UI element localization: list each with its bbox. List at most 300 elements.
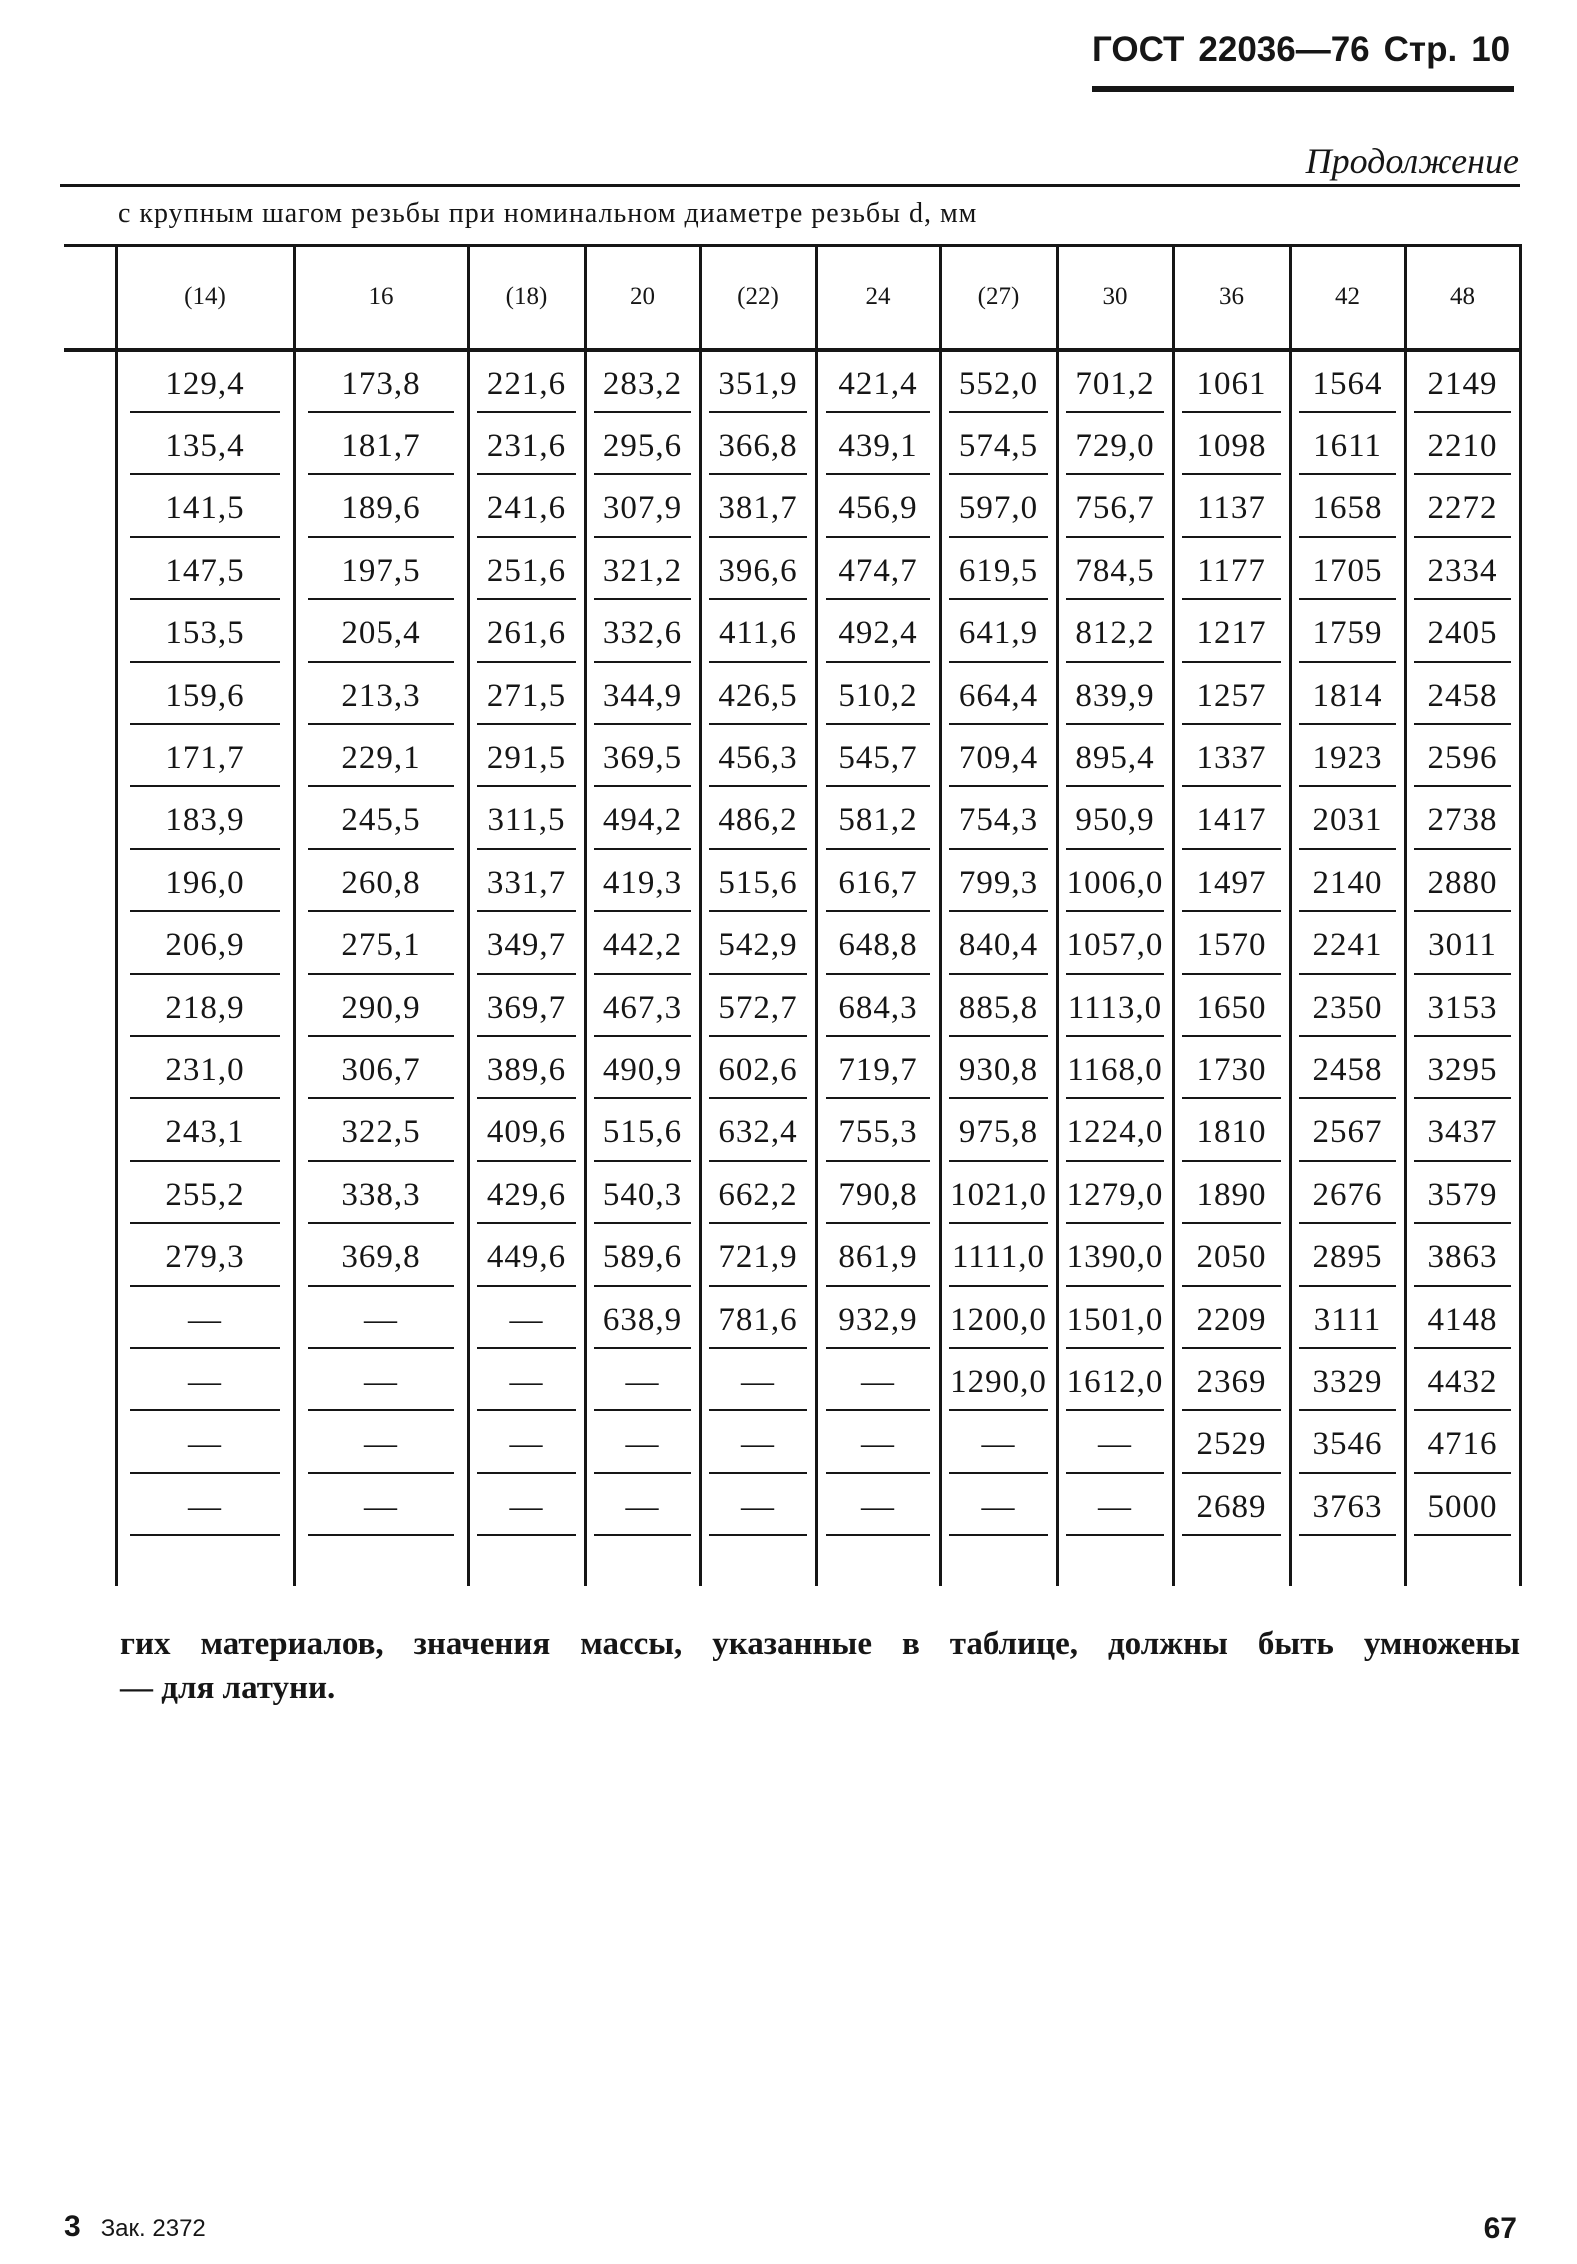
- table-cell: [1290, 727, 1405, 789]
- cell-underline: [1299, 411, 1396, 413]
- cell-value: 540,3: [602, 1176, 683, 1213]
- page-label: Стр.: [1383, 30, 1458, 69]
- table-cell: [1173, 1476, 1290, 1538]
- cell-underline: [1066, 1160, 1163, 1162]
- cell-underline: [477, 1347, 575, 1349]
- cell-underline: [1066, 411, 1163, 413]
- cell-underline: [1414, 1409, 1511, 1411]
- cell-value: 1200,0: [950, 1301, 1047, 1338]
- cell-underline: [826, 1160, 930, 1162]
- cell-value: 2031: [1312, 802, 1383, 839]
- table-cell: [294, 915, 468, 977]
- cell-value: —: [625, 1426, 660, 1463]
- cell-underline: [130, 973, 280, 975]
- cell-underline: [1414, 1534, 1511, 1536]
- cell-value: 664,4: [958, 677, 1039, 714]
- cell-value: 3579: [1427, 1176, 1498, 1213]
- cell-underline: [130, 1472, 280, 1474]
- cell-value: 426,5: [718, 677, 798, 714]
- cell-underline: [130, 1347, 280, 1349]
- table-cell: [468, 353, 585, 415]
- cell-value: —: [861, 1488, 895, 1525]
- table-cell: [1173, 790, 1290, 852]
- cell-value: 1006,0: [1066, 864, 1164, 901]
- cell-underline: [130, 1097, 280, 1099]
- cell-underline: [949, 723, 1047, 725]
- cell-value: 2209: [1196, 1301, 1267, 1338]
- cell-underline: [949, 848, 1047, 850]
- table-cell: [294, 540, 468, 602]
- table-cell: [700, 478, 816, 540]
- cell-value: 260,8: [341, 864, 421, 901]
- cell-underline: [949, 910, 1047, 912]
- cell-underline: [477, 848, 575, 850]
- cell-value: 381,7: [718, 490, 798, 527]
- cell-underline: [826, 910, 930, 912]
- cell-value: 147,5: [165, 552, 245, 589]
- table-cell: [816, 852, 940, 914]
- cell-underline: [1182, 1409, 1280, 1411]
- table-cell: [1405, 603, 1520, 665]
- cell-value: 589,6: [602, 1239, 683, 1276]
- table-cell: [468, 790, 585, 852]
- cell-underline: [826, 723, 930, 725]
- cell-underline: [477, 661, 575, 663]
- cell-value: —: [188, 1426, 222, 1463]
- cell-underline: [130, 473, 280, 475]
- cell-value: —: [509, 1488, 544, 1525]
- cell-underline: [477, 536, 575, 538]
- cell-underline: [477, 411, 575, 413]
- table-cell: [940, 727, 1057, 789]
- table-cell: [940, 540, 1057, 602]
- cell-value: 332,6: [602, 615, 683, 652]
- cell-value: 290,9: [341, 989, 421, 1026]
- cell-underline: [308, 598, 454, 600]
- cell-value: 1057,0: [1066, 927, 1164, 964]
- cell-value: 552,0: [958, 365, 1039, 402]
- cell-underline: [1066, 1285, 1163, 1287]
- cell-underline: [1182, 536, 1280, 538]
- cell-underline: [1299, 1035, 1396, 1037]
- cell-value: 1137: [1197, 490, 1266, 527]
- table-cell: [116, 1039, 294, 1101]
- column-header: (22): [737, 283, 779, 310]
- table-cell: [940, 1102, 1057, 1164]
- table-cell: [1405, 415, 1520, 477]
- cell-underline: [1182, 910, 1280, 912]
- cell-value: 3546: [1312, 1426, 1383, 1463]
- cell-underline: [594, 1347, 691, 1349]
- table-cell: [468, 540, 585, 602]
- table-cell: [1173, 1227, 1290, 1289]
- table-cell: [700, 603, 816, 665]
- table-cell: [294, 727, 468, 789]
- table-cell: [468, 478, 585, 540]
- table-cell: [1405, 1414, 1520, 1476]
- cell-value: 975,8: [958, 1114, 1039, 1151]
- table-cell: [1290, 665, 1405, 727]
- cell-underline: [1299, 536, 1396, 538]
- cell-underline: [308, 1409, 454, 1411]
- cell-underline: [826, 661, 930, 663]
- table-cell: [585, 1289, 700, 1351]
- page-footer-left: [64, 2210, 206, 2244]
- cell-underline: [949, 598, 1047, 600]
- cell-value: 2149: [1427, 365, 1498, 402]
- cell-underline: [826, 536, 930, 538]
- cell-value: 173,8: [341, 365, 421, 402]
- cell-underline: [477, 1285, 575, 1287]
- cell-value: 306,7: [341, 1051, 421, 1088]
- cell-value: 206,9: [165, 927, 245, 964]
- column-header: 16: [368, 283, 394, 310]
- cell-underline: [130, 723, 280, 725]
- table-cell: [1173, 603, 1290, 665]
- cell-underline: [1299, 598, 1396, 600]
- cell-value: 474,7: [838, 552, 918, 589]
- table-cell: [294, 852, 468, 914]
- table-cell: [116, 1476, 294, 1538]
- cell-underline: [826, 848, 930, 850]
- cell-value: 261,6: [486, 615, 567, 652]
- column-header: 20: [630, 283, 655, 310]
- table-cell: [1057, 478, 1173, 540]
- cell-value: 648,8: [838, 927, 918, 964]
- cell-underline: [709, 536, 806, 538]
- cell-value: 2458: [1312, 1051, 1383, 1088]
- table-cell: [700, 1414, 816, 1476]
- cell-underline: [1066, 661, 1163, 663]
- table-cell: [1057, 1351, 1173, 1413]
- cell-underline: [1066, 1347, 1163, 1349]
- table-cell: [1173, 977, 1290, 1039]
- table-top-rule: [60, 184, 1520, 187]
- cell-value: —: [741, 1426, 775, 1463]
- cell-value: 684,3: [838, 989, 918, 1026]
- cell-underline: [130, 536, 280, 538]
- cell-value: —: [861, 1426, 895, 1463]
- cell-value: 2895: [1312, 1239, 1383, 1276]
- table-cell: [468, 915, 585, 977]
- cell-underline: [130, 411, 280, 413]
- cell-underline: [1299, 1285, 1396, 1287]
- table-cell: [1057, 1289, 1173, 1351]
- cell-value: 950,9: [1075, 802, 1155, 839]
- table-cell: [1290, 1102, 1405, 1164]
- cell-value: 439,1: [838, 427, 918, 464]
- table-cell: [1173, 727, 1290, 789]
- table-cell: [1290, 353, 1405, 415]
- table-cell: [294, 1289, 468, 1351]
- cell-underline: [949, 785, 1047, 787]
- table-cell: [585, 1414, 700, 1476]
- cell-underline: [130, 598, 280, 600]
- table-cell: [116, 603, 294, 665]
- cell-value: 229,1: [341, 739, 421, 776]
- table-cell: [116, 790, 294, 852]
- cell-underline: [709, 785, 806, 787]
- cell-value: 311,5: [487, 802, 566, 839]
- table-cell: [1405, 852, 1520, 914]
- cell-value: 2567: [1312, 1114, 1383, 1151]
- table-cell: [585, 1102, 700, 1164]
- cell-underline: [1414, 1347, 1511, 1349]
- table-cell: [585, 603, 700, 665]
- table-cell: [1405, 1476, 1520, 1538]
- cell-underline: [1182, 1472, 1280, 1474]
- cell-underline: [1414, 723, 1511, 725]
- cell-value: 4716: [1427, 1426, 1498, 1463]
- cell-underline: [594, 723, 691, 725]
- cell-value: 1814: [1312, 677, 1383, 714]
- table-cell: [585, 478, 700, 540]
- table-cell: [816, 1227, 940, 1289]
- table-cell: [294, 790, 468, 852]
- cell-value: 1417: [1196, 802, 1267, 839]
- table-cell: [116, 1227, 294, 1289]
- cell-underline: [1182, 411, 1280, 413]
- cell-value: 1570: [1196, 927, 1267, 964]
- cell-underline: [1414, 1160, 1511, 1162]
- table-cell: [1173, 852, 1290, 914]
- cell-underline: [709, 411, 806, 413]
- cell-value: 510,2: [838, 677, 918, 714]
- table-cell: [816, 1102, 940, 1164]
- cell-underline: [1414, 910, 1511, 912]
- table-cell: [585, 353, 700, 415]
- table-cell: [1173, 1351, 1290, 1413]
- table-cell: [940, 1414, 1057, 1476]
- table-cell: [585, 727, 700, 789]
- cell-value: 2272: [1427, 490, 1498, 527]
- cell-value: 456,3: [718, 739, 798, 776]
- table-cell: [940, 665, 1057, 727]
- cell-underline: [308, 473, 454, 475]
- cell-underline: [594, 473, 691, 475]
- cell-value: 197,5: [341, 552, 421, 589]
- table-cell: [816, 415, 940, 477]
- table-cell: [294, 1227, 468, 1289]
- cell-value: 1497: [1196, 864, 1267, 901]
- cell-value: 932,9: [838, 1301, 918, 1338]
- column-header: 48: [1450, 283, 1475, 310]
- cell-underline: [308, 411, 454, 413]
- table-cell: [1057, 790, 1173, 852]
- table-cell: [816, 478, 940, 540]
- table-cell: [816, 603, 940, 665]
- table-cell: [1173, 540, 1290, 602]
- table-cell: [1057, 727, 1173, 789]
- table-cell: [294, 1039, 468, 1101]
- cell-value: 2140: [1312, 864, 1383, 901]
- cell-underline: [130, 1534, 280, 1536]
- cell-underline: [709, 1347, 806, 1349]
- cell-value: —: [364, 1488, 398, 1525]
- cell-value: 616,7: [838, 864, 918, 901]
- table-cell: [1405, 478, 1520, 540]
- cell-underline: [308, 1097, 454, 1099]
- table-cell: [116, 852, 294, 914]
- cell-value: 307,9: [602, 490, 683, 527]
- cell-underline: [594, 848, 691, 850]
- cell-underline: [477, 1160, 575, 1162]
- table-cell: [468, 603, 585, 665]
- table-cell: [1173, 1289, 1290, 1351]
- cell-underline: [594, 1222, 691, 1224]
- table-cell: [700, 977, 816, 1039]
- cell-underline: [1182, 1035, 1280, 1037]
- table-cell: [1405, 915, 1520, 977]
- table-cell: [468, 1164, 585, 1226]
- cell-underline: [594, 973, 691, 975]
- table-cell: [294, 415, 468, 477]
- cell-value: 351,9: [718, 365, 798, 402]
- cell-value: —: [981, 1488, 1016, 1525]
- table-cell: [294, 977, 468, 1039]
- table-cell: [1405, 977, 1520, 1039]
- table-cell: [585, 1351, 700, 1413]
- cell-underline: [949, 1409, 1047, 1411]
- table-cell: [700, 1102, 816, 1164]
- cell-underline: [1299, 973, 1396, 975]
- cell-value: 1501,0: [1066, 1301, 1164, 1338]
- cell-underline: [130, 1035, 280, 1037]
- cell-value: 2596: [1427, 739, 1498, 776]
- cell-underline: [1414, 1222, 1511, 1224]
- table-cell: [1405, 1351, 1520, 1413]
- cell-value: 701,2: [1075, 365, 1155, 402]
- page-number-bottom: 67: [1483, 2212, 1517, 2245]
- cell-underline: [477, 473, 575, 475]
- cell-value: —: [509, 1363, 544, 1400]
- cell-value: 542,9: [718, 927, 798, 964]
- cell-underline: [949, 973, 1047, 975]
- table-cell: [1173, 1164, 1290, 1226]
- cell-value: 189,6: [341, 490, 421, 527]
- cell-underline: [477, 1097, 575, 1099]
- cell-value: 411,6: [718, 615, 798, 652]
- cell-underline: [709, 1035, 806, 1037]
- cell-value: 2334: [1427, 552, 1498, 589]
- cell-value: 895,4: [1075, 739, 1155, 776]
- table-cell: [816, 977, 940, 1039]
- cell-value: 1098: [1196, 427, 1267, 464]
- cell-underline: [1182, 1285, 1280, 1287]
- cell-value: 141,5: [165, 490, 245, 527]
- cell-value: 218,9: [165, 989, 245, 1026]
- cell-value: —: [509, 1426, 544, 1463]
- table-cell: [1057, 603, 1173, 665]
- cell-value: 291,5: [486, 739, 567, 776]
- table-cell: [116, 1351, 294, 1413]
- cell-underline: [709, 723, 806, 725]
- table-cell: [116, 415, 294, 477]
- cell-value: 3329: [1312, 1363, 1383, 1400]
- cell-value: 602,6: [718, 1051, 798, 1088]
- cell-underline: [130, 661, 280, 663]
- cell-value: 861,9: [838, 1239, 918, 1276]
- cell-underline: [477, 1534, 575, 1536]
- table-cell: [1290, 915, 1405, 977]
- cell-underline: [1182, 1160, 1280, 1162]
- cell-underline: [949, 1472, 1047, 1474]
- cell-value: 1168,0: [1067, 1051, 1163, 1088]
- cell-underline: [1414, 973, 1511, 975]
- table-cell: [940, 1289, 1057, 1351]
- cell-value: 1705: [1312, 552, 1383, 589]
- cell-underline: [1182, 473, 1280, 475]
- table-cell: [700, 915, 816, 977]
- cell-value: 574,5: [958, 427, 1039, 464]
- cell-underline: [709, 1472, 806, 1474]
- cell-underline: [1299, 1097, 1396, 1099]
- cell-underline: [1182, 661, 1280, 663]
- table-cell: [1173, 478, 1290, 540]
- cell-value: 456,9: [838, 490, 918, 527]
- table-cell: [116, 977, 294, 1039]
- cell-value: 662,2: [718, 1176, 798, 1213]
- cell-underline: [130, 910, 280, 912]
- cell-value: 2676: [1312, 1176, 1383, 1213]
- cell-value: 1177: [1197, 552, 1266, 589]
- cell-value: 1890: [1196, 1176, 1267, 1213]
- footnote-line-1: гих материалов, значения массы, указанные в таблице, должны быть умножены: [120, 1626, 1520, 1662]
- table-cell: [468, 415, 585, 477]
- table-cell: [1057, 1414, 1173, 1476]
- cell-underline: [949, 1097, 1047, 1099]
- table-cell: [585, 977, 700, 1039]
- table-cell: [1057, 977, 1173, 1039]
- cell-value: —: [1098, 1426, 1132, 1463]
- table-cell: [116, 1414, 294, 1476]
- table-cell: [585, 540, 700, 602]
- table-cell: [816, 353, 940, 415]
- cell-value: 429,6: [486, 1176, 567, 1213]
- cell-value: 2738: [1427, 802, 1498, 839]
- cell-underline: [477, 598, 575, 600]
- continuation-label: Продолжение: [1305, 141, 1519, 181]
- cell-underline: [1414, 848, 1511, 850]
- cell-value: 1650: [1196, 989, 1267, 1026]
- table-cell: [468, 1351, 585, 1413]
- cell-underline: [1066, 848, 1163, 850]
- table-cell: [940, 415, 1057, 477]
- table-cell: [940, 915, 1057, 977]
- cell-underline: [1066, 536, 1163, 538]
- table-cell: [1290, 1476, 1405, 1538]
- table-cell: [585, 1164, 700, 1226]
- cell-underline: [709, 848, 806, 850]
- cell-underline: [1182, 1347, 1280, 1349]
- cell-value: 2458: [1427, 677, 1498, 714]
- column-header: 42: [1335, 283, 1360, 310]
- cell-value: 1923: [1312, 739, 1383, 776]
- header-rule: [1092, 86, 1514, 92]
- cell-value: 421,4: [838, 365, 918, 402]
- cell-underline: [1299, 848, 1396, 850]
- cell-value: 486,2: [718, 802, 798, 839]
- cell-underline: [826, 1409, 930, 1411]
- table-cell: [1057, 852, 1173, 914]
- cell-underline: [1066, 1035, 1163, 1037]
- table-cell: [816, 1289, 940, 1351]
- table-cell: [700, 1351, 816, 1413]
- table-cell: [700, 540, 816, 602]
- table-cell: [294, 353, 468, 415]
- cell-underline: [594, 1097, 691, 1099]
- cell-value: 632,4: [718, 1114, 798, 1151]
